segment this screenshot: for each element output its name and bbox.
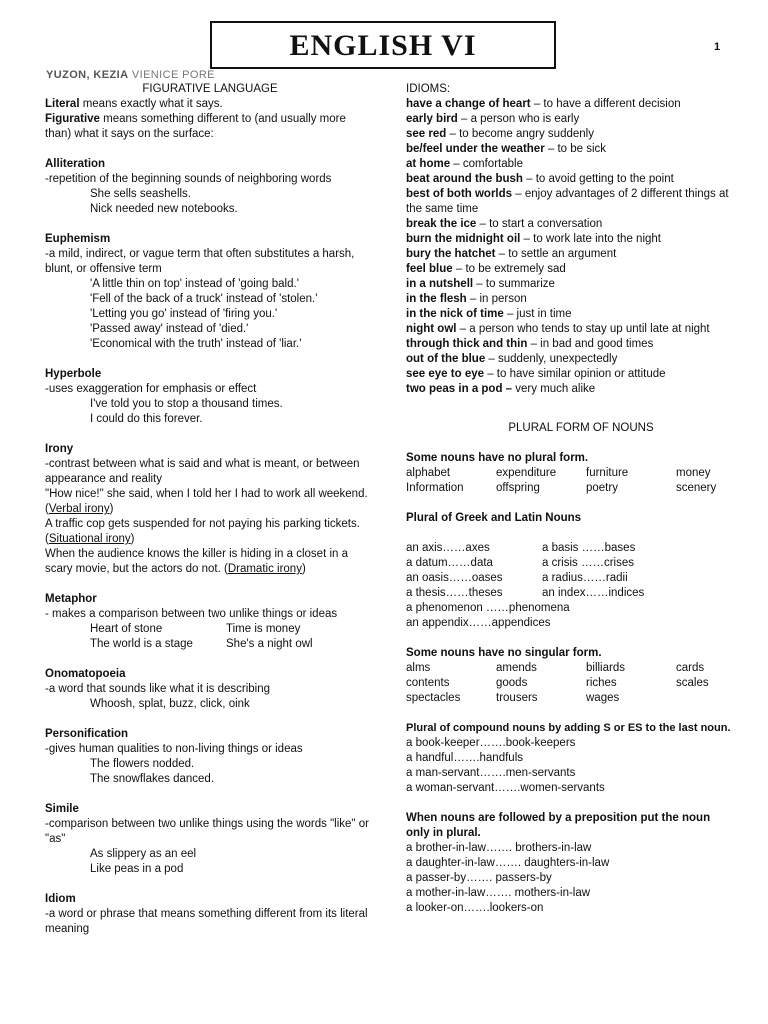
noun-word: offspring (496, 482, 540, 494)
example: 'Passed away' instead of 'died.' (90, 323, 249, 335)
idiom-term: bury the hatchet (406, 248, 496, 260)
definition: means exactly what it says. (79, 98, 223, 110)
idiom-definition: – just in time (503, 308, 572, 320)
idiom-definition: – to be extremely sad (452, 263, 566, 275)
noun-word: wages (586, 692, 620, 704)
section-heading-figurative: FIGURATIVE LANGUAGE (142, 83, 278, 95)
noun-word: contents (406, 677, 450, 689)
example: I could do this forever. (90, 413, 203, 425)
noun-word (676, 691, 736, 706)
noun-word: poetry (586, 482, 618, 494)
example: Like peas in a pod (90, 863, 184, 875)
noun-word: riches (586, 677, 617, 689)
no-singular-title: Some nouns have no singular form. (406, 647, 602, 659)
right-column (406, 82, 736, 916)
example: As slippery as an eel (90, 848, 197, 860)
idiom-definition: – a person who tends to stay up until late at night (456, 323, 710, 335)
idiom-term: in a nutshell (406, 278, 474, 290)
idiom-term: be/feel under the weather (406, 143, 545, 155)
idiom-term: best of both worlds (406, 188, 513, 200)
idiom-term: break the ice (406, 218, 477, 230)
preposition-item: a daughter-in-law……. daughters-in-law (406, 857, 610, 869)
idiom-item (406, 352, 736, 367)
irony-title: Irony (45, 443, 74, 455)
example: Heart of stone (90, 623, 163, 635)
idiom-item (406, 217, 736, 232)
idiom-definition: – to work late into the night (520, 233, 661, 245)
noun-word: Information (406, 482, 464, 494)
idiom-item (406, 337, 736, 352)
personification-title: Personification (45, 728, 129, 740)
hyperbole-def: -uses exaggeration for emphasis or effect (45, 383, 257, 395)
idiom-term: two peas in a pod – (406, 383, 513, 395)
alliteration-title: Alliteration (45, 158, 106, 170)
noun-pair: a thesis……theses (406, 587, 503, 599)
title-box (210, 21, 556, 69)
idiom-term: out of the blue (406, 353, 486, 365)
page-number: 1 (714, 41, 721, 53)
idiom-item (406, 187, 736, 217)
irony-example-situational (45, 517, 375, 547)
idiom-term: night owl (406, 323, 457, 335)
idiom-term: beat around the bush (406, 173, 523, 185)
greek-latin-title: Plural of Greek and Latin Nouns (406, 512, 582, 524)
idiom-definition: – suddenly, unexpectedly (485, 353, 618, 365)
example: Whoosh, splat, buzz, click, oink (90, 698, 250, 710)
preposition-item: a mother-in-law……. mothers-in-law (406, 887, 591, 899)
euphemism-title: Euphemism (45, 233, 111, 245)
left-column (45, 82, 375, 937)
simile-title: Simile (45, 803, 79, 815)
idiom-item (406, 142, 736, 157)
idiom-definition: – to summarize (473, 278, 555, 290)
example: The flowers nodded. (90, 758, 195, 770)
irony-type: Situational irony (48, 533, 131, 545)
paren: ) (301, 563, 306, 575)
noun-word: cards (676, 662, 705, 674)
compound-item: a handful…….handfuls (406, 752, 523, 764)
example-text: A traffic cop gets suspended for not paying his parking tickets. ( (45, 518, 360, 545)
no-singular-grid (406, 661, 736, 706)
idiom-item (406, 292, 736, 307)
noun-word: spectacles (406, 692, 461, 704)
example-text: "How nice!" she said, when I told her I had to work all weekend. ( (45, 488, 368, 515)
idiom-item (406, 127, 736, 142)
literal-definition (45, 97, 375, 112)
idiom-definition: – to become angry suddenly (446, 128, 594, 140)
noun-word: alms (406, 662, 431, 674)
alliteration-def: -repetition of the beginning sounds of neighboring words (45, 173, 332, 185)
idiom-item (406, 262, 736, 277)
idiom-definition: – to have a different decision (530, 98, 681, 110)
noun-pair: an axis……axes (406, 542, 490, 554)
example-text: When the audience knows the killer is hiding in a closet in a scary movie, but the actors do not. ( (45, 548, 349, 575)
example: 'A little thin on top' instead of 'going bald.' (90, 278, 299, 290)
preposition-item: a passer-by……. passers-by (406, 872, 552, 884)
example: She sells seashells. (90, 188, 191, 200)
compound-item: a book-keeper…….book-keepers (406, 737, 576, 749)
idiom-term: in the flesh (406, 293, 467, 305)
idioms-heading: IDIOMS: (406, 83, 451, 95)
noun-pair: an appendix……appendices (406, 617, 551, 629)
noun-word: goods (496, 677, 528, 689)
noun-word: furniture (586, 467, 629, 479)
idiom-term: have a change of heart (406, 98, 531, 110)
hyperbole-title: Hyperbole (45, 368, 102, 380)
idiom-definition: very much alike (512, 383, 596, 395)
idiom-term: burn the midnight oil (406, 233, 521, 245)
idiom-definition: – enjoy advantages of 2 different things at the same time (406, 188, 729, 215)
idiom-item (406, 157, 736, 172)
noun-pair-row (406, 541, 736, 556)
idiom-term: see red (406, 128, 447, 140)
section-heading-plural: PLURAL FORM OF NOUNS (508, 422, 654, 434)
idiom-item (406, 367, 736, 382)
example: Time is money (226, 623, 301, 635)
noun-word: expenditure (496, 467, 557, 479)
irony-def: -contrast between what is said and what is meant, or between appearance and reality (45, 458, 360, 485)
idiom-definition: – to start a conversation (476, 218, 603, 230)
noun-pair: a datum……data (406, 557, 493, 569)
noun-pair-row (406, 571, 736, 586)
idiom-definition: – to be sick (544, 143, 607, 155)
idiom-item (406, 307, 736, 322)
example: 'Fell of the back of a truck' instead of 'stolen.' (90, 293, 318, 305)
noun-word: scenery (676, 482, 717, 494)
metaphor-examples-row (45, 622, 375, 637)
idiom-term: feel blue (406, 263, 453, 275)
idiom-def: -a word or phrase that means something different from its literal meaning (45, 908, 368, 935)
noun-pair: a basis ……bases (542, 542, 636, 554)
idiom-term: in the nick of time (406, 308, 504, 320)
term: Figurative (45, 113, 100, 125)
idiom-definition: – to have similar opinion or attitude (484, 368, 666, 380)
no-plural-grid (406, 466, 736, 496)
metaphor-examples-row (45, 637, 375, 652)
example: 'Letting you go' instead of 'firing you.' (90, 308, 278, 320)
paren: ) (130, 533, 135, 545)
noun-pair: a crisis ……crises (542, 557, 635, 569)
paren: ) (109, 503, 114, 515)
noun-word: alphabet (406, 467, 451, 479)
simile-def: -comparison between two unlike things using the words "like" or "as" (45, 818, 369, 845)
compound-list (406, 736, 736, 796)
idiom-term: see eye to eye (406, 368, 485, 380)
idiom-definition: – a person who is early (457, 113, 580, 125)
noun-word: billiards (586, 662, 625, 674)
idiom-definition: – comfortable (450, 158, 523, 170)
author-first-name: VIENICE PORE (128, 69, 215, 81)
compound-title: Plural of compound nouns by adding S or ES to the last noun. (406, 722, 731, 734)
preposition-item: a brother-in-law……. brothers-in-law (406, 842, 592, 854)
idiom-definition: – to settle an argument (495, 248, 617, 260)
irony-example-verbal (45, 487, 375, 517)
idiom-item (406, 247, 736, 262)
noun-word: money (676, 467, 711, 479)
idiom-item (406, 232, 736, 247)
compound-item: a man-servant…….men-servants (406, 767, 576, 779)
noun-pair: an oasis……oases (406, 572, 503, 584)
idiom-list (406, 97, 736, 397)
idiom-definition: – in bad and good times (527, 338, 654, 350)
idiom-item (406, 277, 736, 292)
noun-pair-row (406, 586, 736, 601)
idiom-definition: – to avoid getting to the point (522, 173, 674, 185)
idiom-term: through thick and thin (406, 338, 528, 350)
metaphor-def: - makes a comparison between two unlike things or ideas (45, 608, 338, 620)
noun-word: scales (676, 677, 709, 689)
preposition-title: When nouns are followed by a preposition put the noun only in plural. (406, 812, 711, 839)
preposition-item: a looker-on…….lookers-on (406, 902, 544, 914)
author-name (46, 68, 215, 83)
preposition-list (406, 841, 736, 916)
example: Nick needed new notebooks. (90, 203, 238, 215)
term: Literal (45, 98, 80, 110)
irony-example-dramatic (45, 547, 375, 577)
noun-word: trousers (496, 692, 538, 704)
idiom-item (406, 172, 736, 187)
idiom-item (406, 97, 736, 112)
figurative-definition (45, 112, 375, 142)
noun-word: amends (496, 662, 537, 674)
idiom-item (406, 382, 736, 397)
no-plural-title: Some nouns have no plural form. (406, 452, 589, 464)
compound-item: a woman-servant…….women-servants (406, 782, 605, 794)
document-title: ENGLISH VI (289, 28, 477, 62)
greek-latin-list (406, 541, 736, 631)
example: She's a night owl (226, 638, 313, 650)
idiom-title: Idiom (45, 893, 76, 905)
idiom-term: early bird (406, 113, 458, 125)
onomatopoeia-title: Onomatopoeia (45, 668, 126, 680)
metaphor-title: Metaphor (45, 593, 97, 605)
irony-type: Verbal irony (48, 503, 110, 515)
author-last-name: YUZON, KEZIA (46, 69, 129, 81)
noun-pair: a phenomenon ……phenomena (406, 602, 570, 614)
idiom-definition: – in person (466, 293, 527, 305)
idiom-item (406, 112, 736, 127)
idiom-item (406, 322, 736, 337)
onomatopoeia-def: -a word that sounds like what it is describing (45, 683, 270, 695)
example: The world is a stage (90, 638, 193, 650)
example: 'Economical with the truth' instead of 'liar.' (90, 338, 302, 350)
euphemism-def: -a mild, indirect, or vague term that often substitutes a harsh, blunt, or offensive term (45, 248, 355, 275)
example: I've told you to stop a thousand times. (90, 398, 283, 410)
noun-pair: an index……indices (542, 587, 645, 599)
irony-type: Dramatic irony (227, 563, 302, 575)
definition: means something different to (and usually more than) what it says on the surface: (45, 113, 346, 140)
noun-pair: a radius……radii (542, 572, 628, 584)
example: The snowflakes danced. (90, 773, 215, 785)
personification-def: -gives human qualities to non-living things or ideas (45, 743, 303, 755)
noun-pair-row (406, 556, 736, 571)
idiom-term: at home (406, 158, 451, 170)
